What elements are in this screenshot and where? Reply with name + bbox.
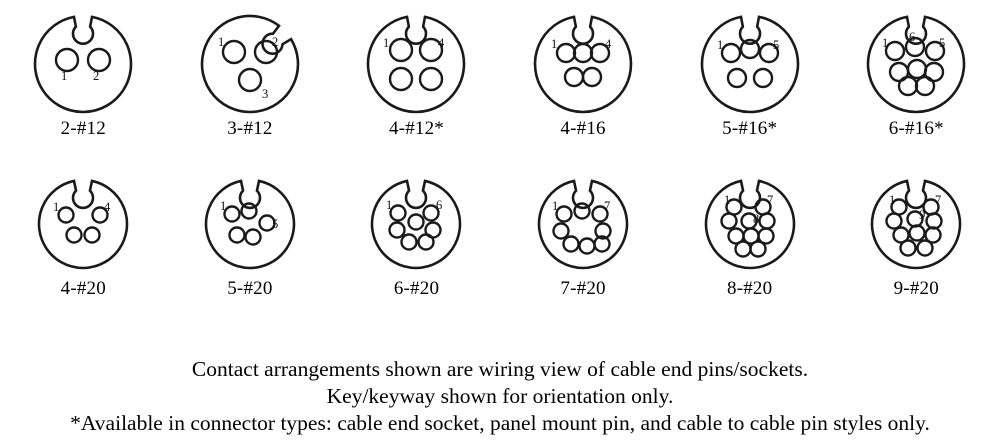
arrangement-caption: 6-#16*	[888, 118, 944, 139]
connector-face-820	[690, 166, 810, 282]
connector-face-420	[23, 166, 143, 282]
shell-outline-with-keyway	[35, 17, 131, 112]
arrangement-cell	[833, 6, 1000, 140]
connector-face-212	[23, 6, 143, 122]
arrangement-caption: 3-#12	[227, 118, 273, 139]
contact-hole	[899, 77, 917, 95]
arrangement-caption: 2-#12	[60, 118, 106, 139]
contact-hole	[580, 239, 595, 254]
contact-number-label: 1	[386, 198, 393, 212]
contact-hole	[735, 242, 750, 257]
contact-hole	[754, 69, 772, 87]
contact-number-label: 5	[772, 38, 779, 52]
contact-number-label: 2	[271, 35, 279, 49]
shell-outline-with-keyway	[868, 17, 964, 112]
contact-number-label: 1	[217, 35, 225, 49]
arrangement-cell	[833, 166, 1000, 300]
arrangement-caption: 4-#12*	[388, 118, 444, 139]
shell-outline-with-keyway	[202, 16, 298, 112]
arrangement-cell	[333, 6, 500, 140]
contact-hole	[56, 49, 78, 71]
contact-number-label: 1	[889, 193, 896, 207]
contact-hole	[574, 44, 592, 62]
connector-shell-drawing	[524, 5, 642, 123]
contact-number-label: 6	[436, 198, 443, 212]
contact-hole	[241, 204, 256, 219]
contact-hole	[910, 226, 925, 241]
contact-hole	[722, 44, 740, 62]
contact-hole	[390, 68, 412, 90]
connector-shell-drawing	[357, 165, 475, 283]
contact-number-label: 7	[935, 193, 942, 207]
contact-number-label: 1	[552, 199, 559, 213]
arrangement-cell	[0, 166, 167, 300]
arrangement-cell	[0, 6, 167, 140]
arrangement-cell	[167, 6, 334, 140]
contact-hole	[88, 49, 110, 71]
contact-hole	[927, 214, 942, 229]
connector-face-516	[690, 6, 810, 122]
connector-shell-drawing	[691, 165, 809, 283]
shell-outline-with-keyway	[372, 181, 460, 268]
contact-hole	[67, 228, 82, 243]
contact-hole	[390, 39, 412, 61]
contact-number-label: 1	[551, 37, 558, 51]
contact-hole	[420, 68, 442, 90]
arrangement-row-1	[0, 6, 1000, 140]
contact-hole	[402, 235, 417, 250]
contact-hole	[409, 215, 424, 230]
arrangement-caption: 4-#20	[60, 278, 106, 299]
note-line-3: *Available in connector types: cable end socket, panel mount pin, and cable to cable pin styles only.	[70, 411, 930, 435]
arrangement-row-2	[0, 166, 1000, 300]
connector-face-616	[856, 6, 976, 122]
contact-hole	[239, 69, 261, 91]
connector-shell-drawing	[191, 165, 309, 283]
shell-outline-with-keyway	[535, 17, 631, 112]
arrangement-caption: 5-#16*	[722, 118, 778, 139]
shell-outline-with-keyway	[702, 17, 798, 112]
connector-shell-drawing	[357, 5, 475, 123]
shell-outline-with-keyway	[39, 181, 127, 268]
contact-hole	[901, 241, 916, 256]
contact-hole	[557, 207, 572, 222]
contact-number-label: 4	[438, 36, 445, 50]
contact-hole	[886, 42, 904, 60]
contact-hole	[918, 241, 933, 256]
arrangement-caption: 4-#16	[560, 118, 606, 139]
figure-notes	[0, 356, 1000, 437]
contact-number-label: 1	[61, 69, 68, 83]
contact-hole	[554, 224, 569, 239]
contact-hole	[391, 206, 406, 221]
contact-number-label: 1	[219, 199, 227, 213]
connector-face-412	[356, 6, 476, 122]
contact-hole	[721, 214, 736, 229]
contact-number-label: 6	[909, 30, 916, 44]
connector-face-720	[523, 166, 643, 282]
shell-outline-with-keyway	[206, 181, 294, 268]
connector-shell-drawing	[524, 165, 642, 283]
contact-hole	[583, 68, 601, 86]
connector-shell-drawing	[691, 5, 809, 123]
contact-number-label: 9	[919, 208, 926, 222]
arrangement-caption: 7-#20	[560, 278, 606, 299]
contact-hole	[223, 41, 245, 63]
contact-number-label: 7	[604, 199, 611, 213]
connector-face-620	[356, 166, 476, 282]
contact-hole	[59, 208, 74, 223]
connector-face-416	[523, 6, 643, 122]
connector-shell-drawing	[24, 5, 142, 123]
contact-number-label: 3	[261, 87, 269, 101]
arrangement-cell	[500, 6, 667, 140]
contact-hole	[887, 214, 902, 229]
connector-face-520	[190, 166, 310, 282]
connector-shell-drawing	[24, 165, 142, 283]
contact-number-label: 7	[766, 193, 773, 207]
arrangement-cell	[167, 166, 334, 300]
contact-hole	[85, 228, 100, 243]
contact-hole	[557, 44, 575, 62]
contact-hole	[419, 235, 434, 250]
arrangement-caption: 5-#20	[227, 278, 273, 299]
connector-shell-drawing	[857, 5, 975, 123]
contact-hole	[229, 228, 244, 243]
contact-number-label: 4	[104, 200, 111, 214]
contact-number-label: 1	[53, 200, 60, 214]
arrangement-cell	[666, 166, 833, 300]
arrangement-caption: 9-#20	[893, 278, 939, 299]
note-line-1: Contact arrangements shown are wiring view of cable end pins/sockets.	[191, 357, 809, 381]
contact-hole	[245, 230, 260, 245]
contact-number-label: 4	[605, 37, 612, 51]
contact-number-label: 1	[383, 36, 390, 50]
connector-shell-drawing	[191, 5, 309, 123]
contact-number-label: 1	[882, 36, 889, 50]
contact-hole	[728, 69, 746, 87]
connector-shell-drawing	[857, 165, 975, 283]
contact-hole	[565, 68, 583, 86]
contact-hole	[759, 214, 774, 229]
contact-hole	[564, 237, 579, 252]
contact-hole	[916, 77, 934, 95]
arrangement-cell	[500, 166, 667, 300]
note-line-2: Key/keyway shown for orientation only.	[326, 384, 674, 408]
contact-hole	[575, 204, 590, 219]
contact-number-label: 1	[723, 193, 730, 207]
connector-face-312	[190, 6, 310, 122]
contact-hole	[750, 242, 765, 257]
arrangement-caption: 6-#20	[393, 278, 440, 299]
contact-number-label: 5	[939, 36, 946, 50]
contact-hole	[908, 60, 926, 78]
arrangement-cell	[333, 166, 500, 300]
shell-outline-with-keyway	[368, 17, 464, 112]
arrangement-cell	[666, 6, 833, 140]
arrangement-caption: 8-#20	[727, 278, 773, 299]
contact-number-label: 5	[271, 217, 279, 231]
contact-hole	[390, 223, 405, 238]
contact-number-label: 2	[93, 69, 100, 83]
shell-outline-with-keyway	[539, 181, 627, 268]
contact-number-label: 1	[716, 38, 723, 52]
contact-hole	[224, 207, 239, 222]
shell-outline-with-keyway	[706, 181, 794, 268]
contact-number-label: 8	[752, 212, 759, 226]
connector-face-920	[856, 166, 976, 282]
